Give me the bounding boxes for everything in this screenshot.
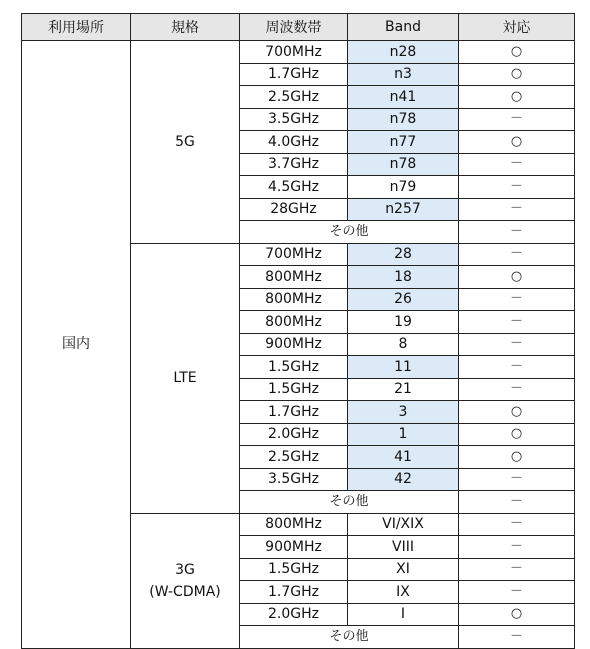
band-cell: 18	[348, 266, 459, 289]
frequency-cell: 4.5GHz	[240, 176, 348, 199]
header-frequency: 周波数帯	[240, 14, 348, 41]
support-cell: －	[459, 311, 575, 334]
standard-cell: 3G (W-CDMA)	[131, 513, 240, 648]
frequency-cell: 2.5GHz	[240, 86, 348, 109]
support-cell: ○	[459, 401, 575, 424]
support-cell: ○	[459, 266, 575, 289]
frequency-cell: 800MHz	[240, 266, 348, 289]
support-cell: －	[459, 356, 575, 379]
frequency-cell: 1.7GHz	[240, 581, 348, 604]
support-cell: －	[459, 558, 575, 581]
support-cell: －	[459, 468, 575, 491]
band-support-table	[21, 13, 575, 649]
frequency-cell: 2.0GHz	[240, 423, 348, 446]
other-label: その他	[240, 491, 459, 514]
frequency-cell: 800MHz	[240, 513, 348, 536]
band-cell: 19	[348, 311, 459, 334]
band-cell: VI/XIX	[348, 513, 459, 536]
support-cell: ○	[459, 63, 575, 86]
standard-cell: LTE	[131, 243, 240, 513]
frequency-cell: 2.0GHz	[240, 603, 348, 626]
support-cell: －	[459, 333, 575, 356]
frequency-cell: 2.5GHz	[240, 446, 348, 469]
support-cell: ○	[459, 41, 575, 64]
support-cell: －	[459, 176, 575, 199]
band-cell: 11	[348, 356, 459, 379]
band-cell: 21	[348, 378, 459, 401]
band-cell: 41	[348, 446, 459, 469]
support-cell: ○	[459, 86, 575, 109]
frequency-cell: 800MHz	[240, 311, 348, 334]
band-cell: n28	[348, 41, 459, 64]
support-cell: ○	[459, 603, 575, 626]
support-cell: －	[459, 243, 575, 266]
band-cell: n3	[348, 63, 459, 86]
band-cell: 42	[348, 468, 459, 491]
band-cell: 3	[348, 401, 459, 424]
header-location: 利用場所	[22, 14, 131, 41]
band-cell: n78	[348, 153, 459, 176]
frequency-cell: 3.5GHz	[240, 468, 348, 491]
frequency-cell: 900MHz	[240, 536, 348, 559]
header-support: 対応	[459, 14, 575, 41]
support-cell: －	[459, 153, 575, 176]
band-cell: 26	[348, 288, 459, 311]
frequency-cell: 700MHz	[240, 243, 348, 266]
support-cell: －	[459, 108, 575, 131]
band-cell: 8	[348, 333, 459, 356]
frequency-cell: 4.0GHz	[240, 131, 348, 154]
frequency-cell: 1.5GHz	[240, 378, 348, 401]
support-cell: ○	[459, 446, 575, 469]
band-cell: n77	[348, 131, 459, 154]
band-cell: n78	[348, 108, 459, 131]
other-label: その他	[240, 221, 459, 244]
band-cell: 1	[348, 423, 459, 446]
support-cell: －	[459, 491, 575, 514]
frequency-cell: 900MHz	[240, 333, 348, 356]
frequency-cell: 3.5GHz	[240, 108, 348, 131]
frequency-cell: 1.7GHz	[240, 63, 348, 86]
support-cell: －	[459, 581, 575, 604]
band-cell: XI	[348, 558, 459, 581]
support-cell: －	[459, 626, 575, 649]
band-cell: n79	[348, 176, 459, 199]
header-row	[22, 14, 575, 41]
frequency-cell: 3.7GHz	[240, 153, 348, 176]
band-cell: I	[348, 603, 459, 626]
band-cell: 28	[348, 243, 459, 266]
header-band: Band	[348, 14, 459, 41]
support-cell: －	[459, 513, 575, 536]
location-cell: 国内	[22, 41, 131, 649]
standard-cell: 5G	[131, 41, 240, 244]
frequency-cell: 28GHz	[240, 198, 348, 221]
support-cell: ○	[459, 131, 575, 154]
frequency-cell: 1.5GHz	[240, 558, 348, 581]
support-cell: ○	[459, 423, 575, 446]
band-cell: IX	[348, 581, 459, 604]
band-cell: n257	[348, 198, 459, 221]
support-cell: －	[459, 378, 575, 401]
support-cell: －	[459, 536, 575, 559]
frequency-cell: 1.5GHz	[240, 356, 348, 379]
table-row	[22, 41, 575, 64]
frequency-cell: 1.7GHz	[240, 401, 348, 424]
frequency-cell: 700MHz	[240, 41, 348, 64]
support-cell: －	[459, 288, 575, 311]
support-cell: －	[459, 221, 575, 244]
band-cell: n41	[348, 86, 459, 109]
header-standard: 規格	[131, 14, 240, 41]
other-label: その他	[240, 626, 459, 649]
band-cell: VIII	[348, 536, 459, 559]
frequency-cell: 800MHz	[240, 288, 348, 311]
support-cell: －	[459, 198, 575, 221]
